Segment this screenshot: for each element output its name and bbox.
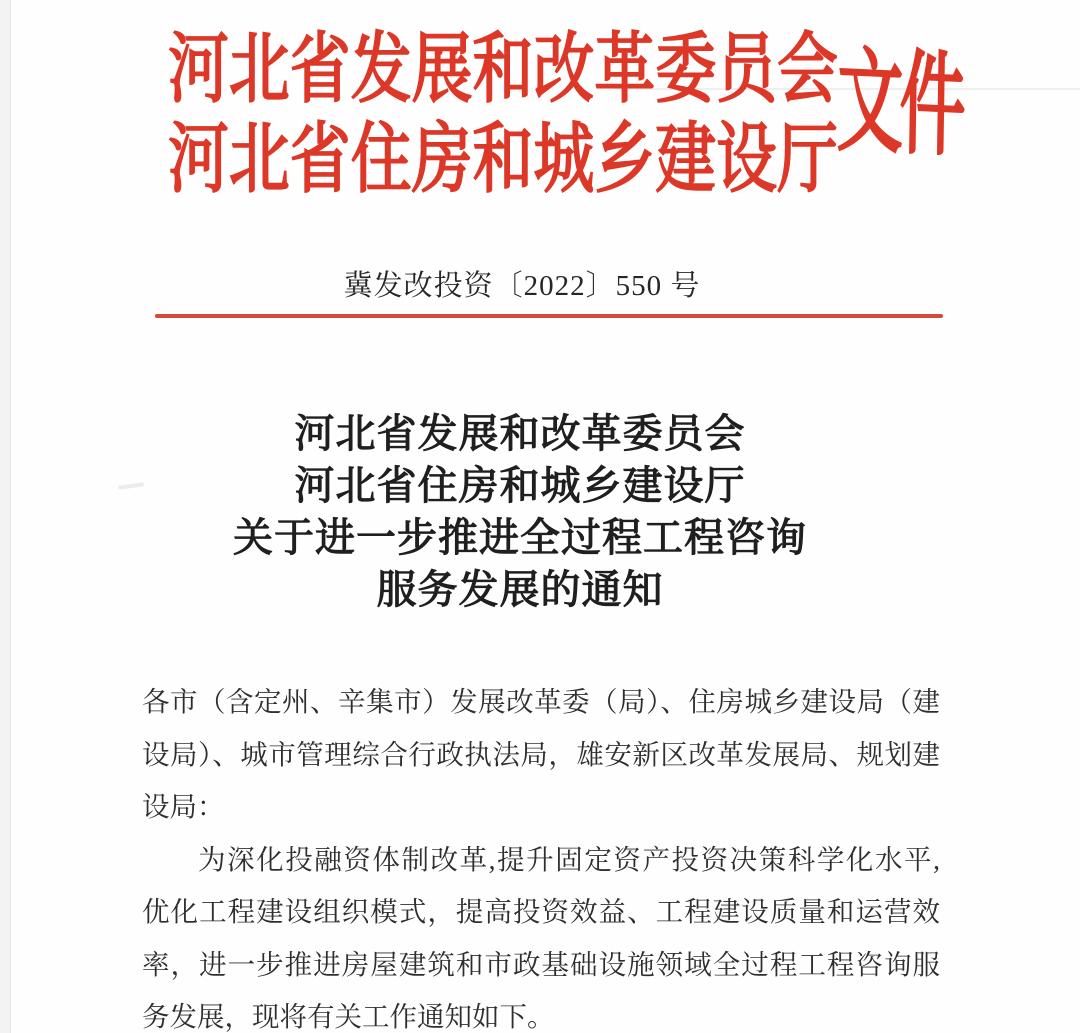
salutation-line-2: 设局）、城市管理综合行政执法局，雄安新区改革发展局、规划建 — [142, 738, 940, 770]
letterhead-org-line-1: 河北省发展和改革委员会 — [168, 28, 838, 114]
document-title — [0, 408, 1060, 616]
title-line-4: 服务发展的通知 — [376, 567, 664, 612]
document-reference-number: 冀发改投资〔2022〕550 号 — [343, 270, 701, 302]
title-line-1: 河北省发展和改革委员会 — [294, 411, 746, 456]
paragraph-line-2: 优化工程建设组织模式，提高投资效益、工程建设质量和运营效 — [142, 896, 940, 927]
letterhead-document-word: 文件 — [836, 38, 963, 171]
salutation-line-1: 各市（含定州、辛集市）发展改革委（局）、住房城乡建设局（建 — [142, 686, 940, 717]
red-separator-rule — [155, 314, 943, 318]
paragraph-line-4: 务发展，现将有关工作通知如下。 — [142, 1001, 555, 1032]
title-line-2: 河北省住房和城乡建设厅 — [294, 463, 746, 508]
title-line-3: 关于进一步推进全过程工程咨询 — [233, 515, 807, 560]
paragraph-line-1: 为深化投融资体制改革,提升固定资产投资决策科学化水平, — [198, 843, 940, 875]
salutation-line-3: 设局： — [142, 791, 225, 822]
paragraph-line-3: 率，进一步推进房屋建筑和市政基础设施领域全过程工程咨询服 — [142, 948, 940, 980]
letterhead — [168, 22, 868, 202]
letterhead-org-line-2: 河北省住房和城乡建设厅 — [168, 118, 838, 204]
document-body — [142, 676, 940, 1033]
